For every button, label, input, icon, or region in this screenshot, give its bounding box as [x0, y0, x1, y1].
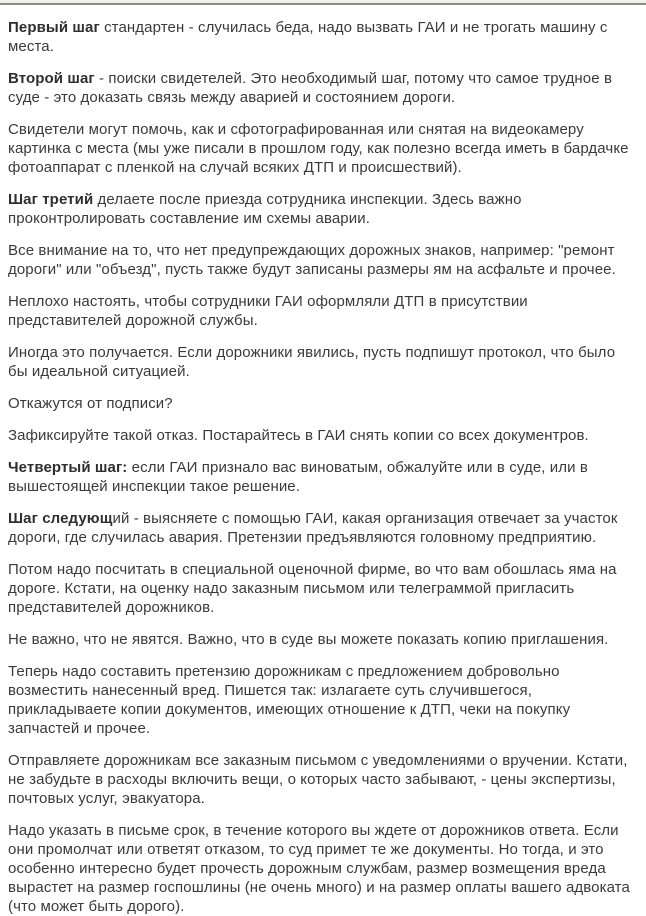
paragraph [8, 18, 636, 56]
paragraph [8, 426, 636, 445]
paragraph [8, 394, 636, 413]
paragraph [8, 120, 636, 177]
paragraph-text: Откажутся от подписи? [8, 395, 173, 412]
paragraph-text: стандартен - случилась беда, надо вызвать ГАИ и не трогать машину с места. [8, 19, 608, 55]
paragraph [8, 343, 636, 381]
paragraph [8, 241, 636, 279]
paragraph [8, 458, 636, 496]
paragraph [8, 190, 636, 228]
paragraph-text: делаете после приезда сотрудника инспекции. Здесь важно проконтролировать составление им схемы аварии. [8, 191, 522, 227]
step-label: Первый шаг [8, 19, 100, 36]
paragraph-text: Теперь надо составить претензию дорожникам с предложением добровольно возместить нанесенный вред. Пишется так: излагаете суть случившегося, прикладываете копии документов, имеющих отношение к ДТП, чеки на покупку запчастей и прочее. [8, 663, 571, 737]
step-label: Шаг следующ [8, 510, 113, 527]
paragraph-text: Потом надо посчитать в специальной оценочной фирме, во что вам обошлась яма на дороге. Кстати, на оценку надо заказным письмом или телеграммой пригласить представителей дорожников. [8, 561, 617, 616]
paragraph [8, 630, 636, 649]
paragraph-text: Надо указать в письме срок, в течение которого вы ждете от дорожников ответа. Если они промолчат или ответят отказом, то суд примет те же документы. Но тогда, и это особенно интересно будет прочесть дорожным службам, размер возмещения вреда вырастет на размер госпошлины (не очень много) и на размер оплаты вашего адвоката (что может быть дорого). [8, 822, 630, 915]
paragraph [8, 509, 636, 547]
paragraph [8, 69, 636, 107]
paragraph-text: Неплохо настоять, чтобы сотрудники ГАИ оформляли ДТП в присутствии представителей дорожной службы. [8, 293, 528, 329]
step-label: Шаг третий [8, 191, 94, 208]
paragraph-text: Не важно, что не явятся. Важно, что в суде вы можете показать копию приглашения. [8, 631, 609, 648]
paragraph-text: ий - выясняете с помощью ГАИ, какая организация отвечает за участок дороги, где случилась авария. Претензии предъявляются головному предприятию. [8, 510, 618, 546]
article-body [0, 5, 646, 916]
paragraph-text: - поиски свидетелей. Это необходимый шаг, потому что самое трудное в суде - это доказать связь между аварией и состоянием дороги. [8, 70, 613, 106]
paragraph [8, 662, 636, 738]
paragraph-text: Все внимание на то, что нет предупреждающих дорожных знаков, например: "ремонт дороги" или "объезд", пусть также будут записаны размеры ям на асфальте и прочее. [8, 242, 616, 278]
paragraph [8, 751, 636, 808]
step-label: Второй шаг [8, 70, 95, 87]
paragraph [8, 821, 636, 916]
paragraph [8, 560, 636, 617]
paragraph-text: Отправляете дорожникам все заказным письмом с уведомлениями о вручении. Кстати, не забудьте в расходы включить вещи, о которых часто забывают, - цены экспертизы, почтовых услуг, эвакуатора. [8, 752, 628, 807]
paragraph-text: Зафиксируйте такой отказ. Постарайтесь в ГАИ снять копии со всех документров. [8, 427, 589, 444]
paragraph-text: если ГАИ признало вас виноватым, обжалуйте или в суде, или в вышестоящей инспекции такое решение. [8, 459, 588, 495]
paragraph [8, 292, 636, 330]
step-label: Четвертый шаг: [8, 459, 128, 476]
paragraph-text: Иногда это получается. Если дорожники явились, пусть подпишут протокол, что было бы идеальной ситуацией. [8, 344, 616, 380]
paragraph-text: Свидетели могут помочь, как и сфотографированная или снятая на видеокамеру картинка с места (мы уже писали в прошлом году, как полезно всегда иметь в бардачке фотоаппарат с пленкой на случай всяких ДТП и происшествий). [8, 121, 629, 176]
